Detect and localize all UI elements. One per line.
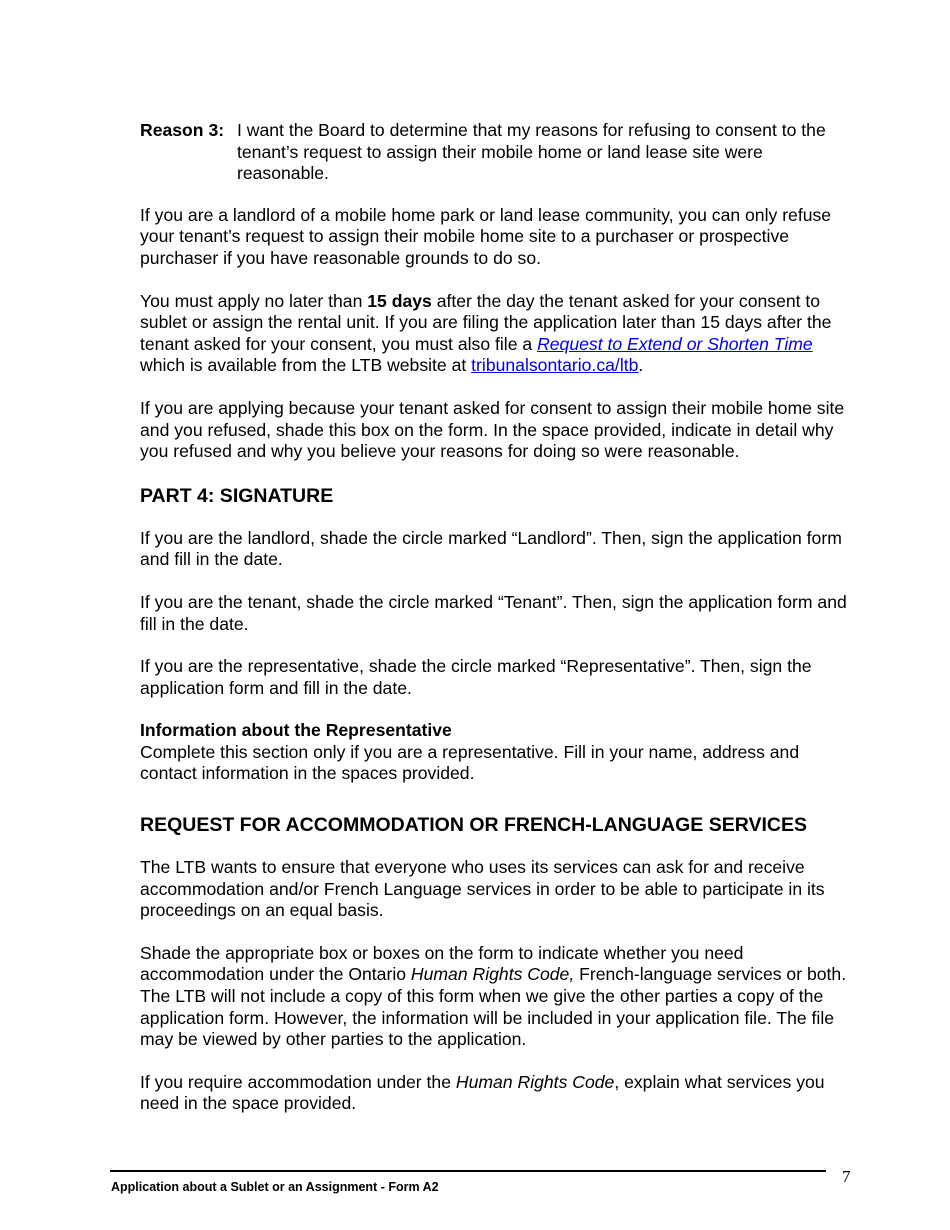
reason-3-text: I want the Board to determine that my reasons for refusing to consent to the tenant’s request to assign their mobile home or land lease site were reasonable. — [237, 120, 826, 184]
deadline-bold: 15 days — [367, 290, 432, 311]
shade-box-paragraph: If you are applying because your tenant asked for consent to assign their mobile home site and you refused, shade this box on the form. In the space provided, indicate in detail why you refused and why you believe your reasons for doing so were reasonable. — [140, 397, 845, 462]
deadline-text-c: which is available from the LTB website at — [140, 355, 472, 376]
shade-text-b: French-language services or both. The LTB will not include a copy of this form when we give the other parties a copy of the application form. However, the information will be included in your application file. The file may be viewed by other parties to the application. — [140, 964, 847, 1050]
part4-heading: PART 4: SIGNATURE — [140, 484, 334, 507]
require-text-a: If you require accommodation under the — [140, 1071, 456, 1092]
footer-divider — [110, 1170, 826, 1172]
footer-form-title: Application about a Sublet or an Assignment - Form A2 — [111, 1180, 439, 1194]
shade-text-a: Shade the appropriate box or boxes on the form to indicate whether you need accommodation under the Ontario — [140, 942, 744, 985]
tenant-signature-paragraph: If you are the tenant, shade the circle marked “Tenant”. Then, sign the application form and fill in the date. — [140, 591, 847, 634]
representative-info-text: Complete this section only if you are a representative. Fill in your name, address and contact information in the spaces provided. — [140, 741, 800, 784]
deadline-text-b: after the day the tenant asked for your consent to sublet or assign the rental unit. If you are filing the application later than 15 days after the tenant asked for your consent, you must also file a — [140, 290, 832, 354]
request-extend-link[interactable] — [537, 334, 813, 354]
document-body — [140, 120, 855, 1136]
representative-signature-paragraph: If you are the representative, shade the circle marked “Representative”. Then, sign the application form and fill in the date. — [140, 656, 812, 698]
ltb-website-link[interactable]: tribunalsontario.ca/ltb — [471, 355, 639, 376]
human-rights-code-em: Human Rights Code, — [410, 964, 575, 985]
landlord-signature-paragraph: If you are the landlord, shade the circle marked “Landlord”. Then, sign the application form and fill in the date. — [140, 527, 842, 570]
representative-info-heading: Information about the Representative — [140, 720, 452, 741]
accommodation-heading: REQUEST FOR ACCOMMODATION OR FRENCH-LANGUAGE SERVICES — [140, 814, 807, 837]
page-number: 7 — [842, 1167, 851, 1186]
deadline-text-d: . — [638, 355, 644, 376]
shade-appropriate-paragraph — [140, 943, 855, 1051]
human-rights-code-em-2: Human Rights Code — [455, 1071, 615, 1092]
landlord-refusal-paragraph: If you are a landlord of a mobile home park or land lease community, you can only refuse your tenant’s request to assign their mobile home site to a purchaser or prospective purchaser if you have reasonable grounds to do so. — [140, 204, 832, 268]
request-extend-link-text: Request to Extend or Shorten Time — [537, 333, 813, 354]
require-accommodation-paragraph — [140, 1072, 855, 1115]
require-text-b: , explain what services you need in the space provided. — [140, 1071, 825, 1114]
deadline-paragraph — [140, 291, 855, 377]
reason-3-label: Reason 3: — [140, 120, 225, 140]
reason-3 — [140, 120, 855, 185]
deadline-text-a: You must apply no later than — [140, 290, 368, 311]
ltb-ensure-paragraph: The LTB wants to ensure that everyone who uses its services can ask for and receive accommodation and/or French Language services in order to be able to participate in its proceedings on an equal basis. — [140, 857, 825, 921]
